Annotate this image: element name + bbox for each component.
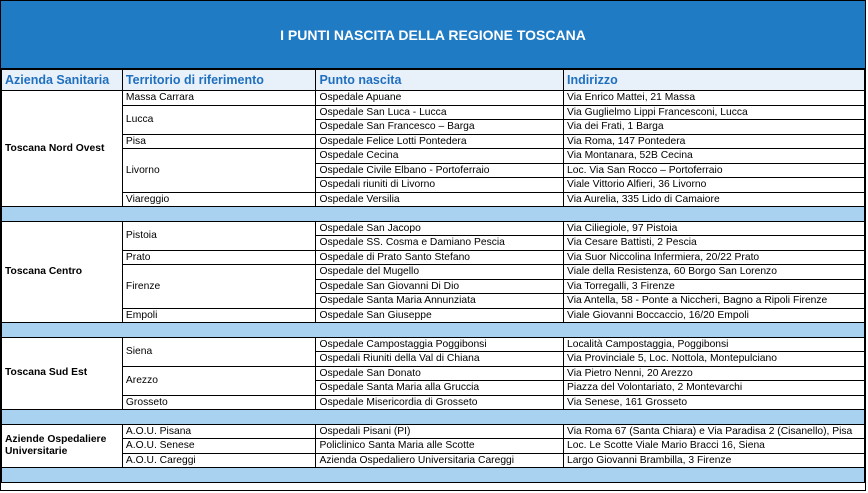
table-row: [2, 395, 865, 410]
punto-nascita-cell: Ospedali Riuniti della Val di Chiana: [316, 352, 564, 367]
punto-nascita-cell: Ospedale San Giovanni Di Dio: [316, 279, 564, 294]
territorio-cell: Massa Carrara: [122, 91, 316, 106]
territorio-cell: A.O.U. Careggi: [122, 453, 316, 468]
indirizzo-cell: Via Enrico Mattei, 21 Massa: [564, 91, 865, 106]
table-row: [2, 221, 865, 236]
punto-nascita-cell: Ospedale San Donato: [316, 366, 564, 381]
punto-nascita-cell: Ospedale San Jacopo: [316, 221, 564, 236]
punto-nascita-cell: Ospedali riuniti di Livorno: [316, 178, 564, 193]
punto-nascita-cell: Ospedale Cecina: [316, 149, 564, 164]
table-row: [2, 424, 865, 439]
territorio-cell: Pistoia: [122, 221, 316, 250]
azienda-cell: Toscana Centro: [2, 221, 123, 323]
indirizzo-cell: Viale Giovanni Boccaccio, 16/20 Empoli: [564, 308, 865, 323]
punto-nascita-cell: Ospedale Versilia: [316, 192, 564, 207]
punto-nascita-cell: Ospedale del Mugello: [316, 265, 564, 280]
territorio-cell: Siena: [122, 337, 316, 366]
indirizzo-cell: Largo Giovanni Brambilla, 3 Firenze: [564, 453, 865, 468]
punto-nascita-cell: Ospedale Misericordia di Grosseto: [316, 395, 564, 410]
territorio-cell: Arezzo: [122, 366, 316, 395]
indirizzo-cell: Via Cesare Battisti, 2 Pescia: [564, 236, 865, 251]
indirizzo-cell: Via Antella, 58 - Ponte a Niccheri, Bagno a Ripoli Firenze: [564, 294, 865, 309]
indirizzo-cell: Loc. Le Scotte Viale Mario Bracci 16, Siena: [564, 439, 865, 454]
indirizzo-cell: Via Roma, 147 Pontedera: [564, 134, 865, 149]
indirizzo-cell: Via Aurelia, 335 Lido di Camaiore: [564, 192, 865, 207]
territorio-cell: Viareggio: [122, 192, 316, 207]
table-row: [2, 250, 865, 265]
punto-nascita-cell: Ospedale di Prato Santo Stefano: [316, 250, 564, 265]
indirizzo-cell: Via Provinciale 5, Loc. Nottola, Montepulciano: [564, 352, 865, 367]
territorio-cell: A.O.U. Senese: [122, 439, 316, 454]
punto-nascita-cell: Ospedali Pisani (PI): [316, 424, 564, 439]
separator-row: [2, 410, 865, 425]
table-row: [2, 337, 865, 352]
indirizzo-cell: Via Suor Niccolina Infermiera, 20/22 Prato: [564, 250, 865, 265]
indirizzo-cell: Via Montanara, 52B Cecina: [564, 149, 865, 164]
separator-cell: [2, 410, 865, 425]
azienda-cell: Toscana Sud Est: [2, 337, 123, 410]
table-row: [2, 366, 865, 381]
indirizzo-cell: Via Roma 67 (Santa Chiara) e Via Paradisa 2 (Cisanello), Pisa: [564, 424, 865, 439]
table-row: [2, 105, 865, 120]
table-header-row: [2, 70, 865, 91]
punto-nascita-cell: Ospedale San Luca - Lucca: [316, 105, 564, 120]
birth-points-table: [1, 69, 865, 483]
indirizzo-cell: Via Pietro Nenni, 20 Arezzo: [564, 366, 865, 381]
punto-nascita-cell: Ospedale San Francesco – Barga: [316, 120, 564, 135]
header-punto: Punto nascita: [316, 70, 564, 91]
indirizzo-cell: Viale della Resistenza, 60 Borgo San Lorenzo: [564, 265, 865, 280]
punto-nascita-cell: Ospedale Apuane: [316, 91, 564, 106]
separator-row: [2, 323, 865, 338]
indirizzo-cell: Via Guglielmo Lippi Francesconi, Lucca: [564, 105, 865, 120]
indirizzo-cell: Via Ciliegiole, 97 Pistoia: [564, 221, 865, 236]
separator-cell: [2, 323, 865, 338]
territorio-cell: Pisa: [122, 134, 316, 149]
punto-nascita-cell: Ospedale Felice Lotti Pontedera: [316, 134, 564, 149]
table-body: [2, 91, 865, 483]
punto-nascita-cell: Ospedale Santa Maria Annunziata: [316, 294, 564, 309]
punto-nascita-cell: Ospedale San Giuseppe: [316, 308, 564, 323]
table-row: [2, 265, 865, 280]
table-row: [2, 91, 865, 106]
table-row: [2, 149, 865, 164]
table-row: [2, 308, 865, 323]
territorio-cell: Grosseto: [122, 395, 316, 410]
page-title: I PUNTI NASCITA DELLA REGIONE TOSCANA: [280, 26, 586, 43]
title-bar: [1, 1, 865, 69]
indirizzo-cell: Via dei Frati, 1 Barga: [564, 120, 865, 135]
territorio-cell: Firenze: [122, 265, 316, 309]
punto-nascita-cell: Ospedale Santa Maria alla Gruccia: [316, 381, 564, 396]
header-indirizzo: Indirizzo: [564, 70, 865, 91]
indirizzo-cell: Piazza del Volontariato, 2 Montevarchi: [564, 381, 865, 396]
table-row: [2, 453, 865, 468]
punto-nascita-cell: Ospedale SS. Cosma e Damiano Pescia: [316, 236, 564, 251]
territorio-cell: A.O.U. Pisana: [122, 424, 316, 439]
separator-cell: [2, 468, 865, 483]
table-row: [2, 134, 865, 149]
punto-nascita-cell: Ospedale Civile Elbano - Portoferraio: [316, 163, 564, 178]
header-azienda: Azienda Sanitaria: [2, 70, 123, 91]
separator-cell: [2, 207, 865, 222]
azienda-cell: Toscana Nord Ovest: [2, 91, 123, 207]
territorio-cell: Empoli: [122, 308, 316, 323]
azienda-cell: Aziende Ospedaliere Universitarie: [2, 424, 123, 468]
indirizzo-cell: Via Senese, 161 Grosseto: [564, 395, 865, 410]
header-territorio: Territorio di riferimento: [122, 70, 316, 91]
separator-row: [2, 207, 865, 222]
table-row: [2, 192, 865, 207]
territorio-cell: Livorno: [122, 149, 316, 193]
separator-row: [2, 468, 865, 483]
territorio-cell: Lucca: [122, 105, 316, 134]
table-row: [2, 439, 865, 454]
punto-nascita-cell: Ospedale Campostaggia Poggibonsi: [316, 337, 564, 352]
punto-nascita-cell: Policlinico Santa Maria alle Scotte: [316, 439, 564, 454]
indirizzo-cell: Località Campostaggia, Poggibonsi: [564, 337, 865, 352]
indirizzo-cell: Viale Vittorio Alfieri, 36 Livorno: [564, 178, 865, 193]
indirizzo-cell: Via Torregalli, 3 Firenze: [564, 279, 865, 294]
territorio-cell: Prato: [122, 250, 316, 265]
punto-nascita-cell: Azienda Ospedaliero Universitaria Careggi: [316, 453, 564, 468]
indirizzo-cell: Loc. Via San Rocco – Portoferraio: [564, 163, 865, 178]
